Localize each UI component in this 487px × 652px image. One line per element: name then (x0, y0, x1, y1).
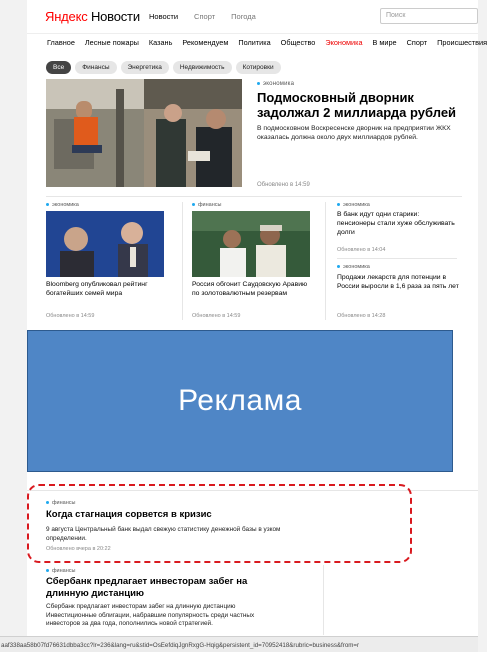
tag-dot-icon (337, 203, 340, 206)
category-kazan[interactable]: Казань (148, 38, 173, 47)
article-2-title[interactable]: Сбербанк предлагает инвесторам забег на длинную дистанцию (46, 576, 248, 599)
divider (325, 202, 326, 320)
category-incidents[interactable]: Происшествия (437, 38, 487, 47)
category-recommended[interactable]: Рекомендуем (182, 38, 229, 47)
filter-realty[interactable]: Недвижимость (173, 61, 232, 74)
divider (46, 196, 462, 197)
card-4-time: Обновлено в 14:28 (337, 313, 386, 319)
article-1-title[interactable]: Когда стагнация сорвется в кризис (46, 509, 212, 520)
article-2-tag: финансы (46, 568, 75, 574)
divider (323, 565, 324, 635)
card-3-title[interactable]: В банк идут одни старики: пенсионеры стали хуже обслуживать долги (337, 211, 455, 236)
category-wildfires[interactable]: Лесные пожары (84, 38, 139, 47)
category-sport[interactable]: Спорт (406, 38, 428, 47)
category-world[interactable]: В мире (372, 38, 397, 47)
hero-description: В подмосковном Воскресенске дворник на предприятии ЖКХ оказалась должна около двух миллиардов рублей. (257, 125, 451, 141)
logo-product: Новости (90, 9, 140, 24)
tab-sport[interactable]: Спорт (194, 12, 216, 21)
category-economy[interactable]: Экономика (325, 38, 363, 47)
card-2-photo (192, 211, 310, 277)
category-politics[interactable]: Политика (238, 38, 271, 47)
tag-dot-icon (46, 569, 49, 572)
card-1-title[interactable]: Bloomberg опубликовал рейтинг богатейших семей мира (46, 281, 148, 297)
tag-dot-icon (257, 82, 260, 85)
card-2-time: Обновлено в 14:59 (192, 313, 241, 319)
card-2-image[interactable] (192, 211, 310, 277)
card-1-tag: экономика (46, 202, 79, 208)
hero-photo (46, 79, 242, 187)
card-1-time: Обновлено в 14:59 (46, 313, 95, 319)
tab-weather[interactable]: Погода (231, 12, 256, 21)
card-2-tag: финансы (192, 202, 221, 208)
category-main[interactable]: Главное (47, 38, 75, 47)
card-1-image[interactable] (46, 211, 164, 277)
tab-news[interactable]: Новости (149, 12, 179, 21)
card-1-photo (46, 211, 164, 277)
category-society[interactable]: Общество (280, 38, 316, 47)
divider (337, 258, 457, 259)
logo[interactable] (45, 9, 140, 24)
article-1-time: Обновлено вчера в 20:22 (46, 546, 111, 552)
highlight-frame (27, 484, 412, 563)
filter-finance[interactable]: Финансы (75, 61, 116, 74)
filter-energy[interactable]: Энергетика (121, 61, 169, 74)
card-4-tag: экономика (337, 264, 370, 270)
filter-pills (46, 61, 281, 74)
logo-brand: Яндекс (45, 9, 88, 24)
hero-tag: экономика (257, 81, 294, 87)
tag-dot-icon (192, 203, 195, 206)
article-1-description: 9 августа Центральный банк выдал свежую статистику денежной базы в узком определении. (46, 526, 281, 542)
tag-dot-icon (46, 203, 49, 206)
hero-image[interactable] (46, 79, 242, 187)
ad-banner[interactable]: Реклама (27, 330, 453, 472)
article-2-description: Сбербанк предлагает инвесторам забег на длинную дистанцию Инвестиционные облигации, набравшие популярность среди частных инвесторов за два года, пополнились новой стратегией. (46, 603, 255, 627)
card-2-title[interactable]: Россия обгонит Саудовскую Аравию по золотовалютным резервам (192, 281, 308, 297)
search-input[interactable]: Поиск (380, 8, 478, 24)
news-page (27, 0, 487, 652)
hero-time: Обновлено в 14:59 (257, 182, 310, 188)
filter-all[interactable]: Все (46, 61, 71, 74)
card-3-tag: экономика (337, 202, 370, 208)
filter-quotes[interactable]: Котировки (236, 61, 281, 74)
status-bar-url: aaf338aa58b07fd76631dbba3cc?lr=236&lang=ru&stid=OsEefdiqJgnRxgG-Hqig&persistent_id=70952418&rubric=business&from=r (0, 636, 478, 652)
card-3-time: Обновлено в 14:04 (337, 247, 386, 253)
tag-dot-icon (337, 265, 340, 268)
left-gutter (0, 0, 27, 652)
hero-title[interactable]: Подмосковный дворник задолжал 2 миллиарда рублей (257, 90, 457, 120)
category-nav (27, 38, 487, 52)
header (27, 0, 478, 34)
divider (182, 202, 183, 320)
top-tabs (149, 12, 256, 21)
card-4-title[interactable]: Продажи лекарств для потенции в России выросли в 1,6 раза за пять лет (337, 274, 459, 290)
article-1-tag: финансы (46, 500, 75, 506)
